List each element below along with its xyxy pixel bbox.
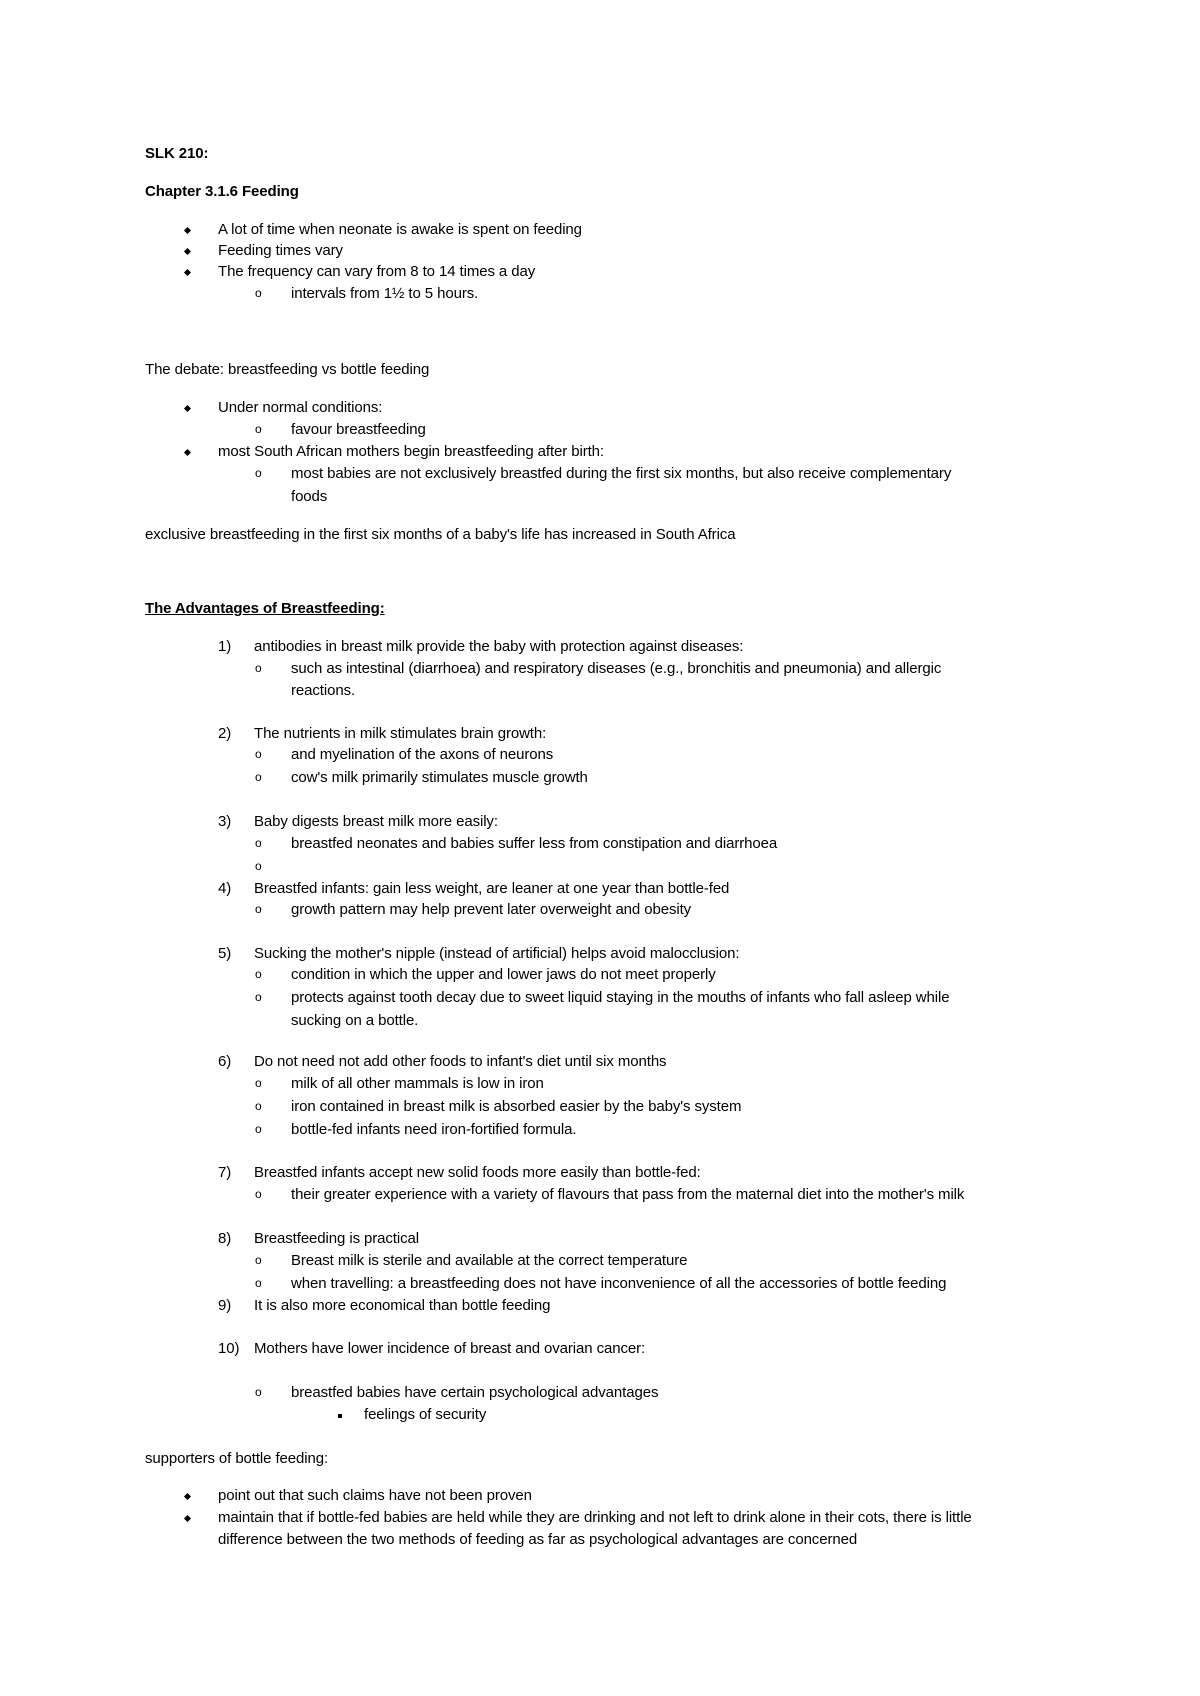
exclusive-note: exclusive breastfeeding in the first six months of a baby's life has increased in South Africa [145,526,736,543]
advantages-heading: The Advantages of Breastfeeding: [145,600,385,617]
advantage-sub-item: Breast milk is sterile and available at the correct temperature [291,1252,688,1269]
circle-bullet-icon: o [255,859,262,873]
advantage-item: antibodies in breast milk provide the baby with protection against diseases: [254,638,744,655]
bullet-icon [184,269,191,276]
advantage-item: Do not need not add other foods to infant's diet until six months [254,1053,667,1070]
advantage-sub-item: when travelling: a breastfeeding does not have inconvenience of all the accessories of bottle feeding [291,1275,947,1292]
list-number: 2) [218,725,232,742]
circle-bullet-icon: o [255,661,262,675]
list-number: 4) [218,880,232,897]
circle-bullet-icon: o [255,1187,262,1201]
list-number: 1) [218,638,232,655]
bullet-icon [184,405,191,412]
bullet-icon [184,227,191,234]
list-number: 3) [218,813,232,830]
bottle-bullet: point out that such claims have not been proven [218,1487,532,1504]
advantage-item: Breastfeeding is practical [254,1230,419,1247]
feeding-bullet: The frequency can vary from 8 to 14 times a day [218,263,536,280]
debate-sub-item-cont: foods [291,488,328,505]
debate-heading: The debate: breastfeeding vs bottle feeding [145,361,430,378]
list-number: 8) [218,1230,232,1247]
feeding-bullet: Feeding times vary [218,242,343,259]
advantage-sub-item: breastfed babies have certain psychological advantages [291,1384,659,1401]
advantage-subsub-item: feelings of security [364,1406,487,1423]
circle-bullet-icon: o [255,1122,262,1136]
advantage-item: Mothers have lower incidence of breast and ovarian cancer: [254,1340,646,1357]
advantage-sub-item: condition in which the upper and lower jaws do not meet properly [291,966,716,983]
advantage-sub-item-cont: sucking on a bottle. [291,1012,419,1029]
debate-sub-item: most babies are not exclusively breastfed during the first six months, but also receive complementary [291,465,952,482]
bottle-bullet-cont: difference between the two methods of feeding as far as psychological advantages are concerned [218,1531,858,1548]
bullet-icon [184,248,191,255]
circle-bullet-icon: o [255,1276,262,1290]
advantage-item: It is also more economical than bottle feeding [254,1297,551,1314]
advantage-sub-item: milk of all other mammals is low in iron [291,1075,544,1092]
advantage-sub-item-cont: reactions. [291,682,356,699]
circle-bullet-icon: o [255,466,262,480]
debate-sub-item: favour breastfeeding [291,421,426,438]
circle-bullet-icon: o [255,286,262,300]
circle-bullet-icon: o [255,1076,262,1090]
feeding-sub-item: intervals from 1½ to 5 hours. [291,285,479,302]
circle-bullet-icon: o [255,990,262,1004]
advantage-sub-item: growth pattern may help prevent later overweight and obesity [291,901,692,918]
advantage-sub-item: breastfed neonates and babies suffer less from constipation and diarrhoea [291,835,778,852]
advantage-sub-item: cow's milk primarily stimulates muscle growth [291,769,588,786]
advantage-sub-item: iron contained in breast milk is absorbed easier by the baby's system [291,1098,742,1115]
advantage-item: Breastfed infants accept new solid foods more easily than bottle-fed: [254,1164,701,1181]
circle-bullet-icon: o [255,1099,262,1113]
circle-bullet-icon: o [255,1253,262,1267]
course-code: SLK 210: [145,145,209,162]
advantage-sub-item: bottle-fed infants need iron-fortified formula. [291,1121,577,1138]
feeding-bullet: A lot of time when neonate is awake is spent on feeding [218,221,582,238]
debate-bullet: most South African mothers begin breastfeeding after birth: [218,443,604,460]
debate-bullet: Under normal conditions: [218,399,383,416]
advantage-item: Breastfed infants: gain less weight, are leaner at one year than bottle-fed [254,880,730,897]
chapter-title: Chapter 3.1.6 Feeding [145,183,299,200]
circle-bullet-icon: o [255,770,262,784]
advantage-item: Sucking the mother's nipple (instead of artificial) helps avoid malocclusion: [254,945,740,962]
advantage-sub-item: protects against tooth decay due to sweet liquid staying in the mouths of infants who fall asleep while [291,989,950,1006]
circle-bullet-icon: o [255,1385,262,1399]
circle-bullet-icon: o [255,422,262,436]
bullet-icon [184,1515,191,1522]
bullet-icon [184,449,191,456]
advantage-sub-item: their greater experience with a variety of flavours that pass from the maternal diet into the mother's milk [291,1186,965,1203]
circle-bullet-icon: o [255,836,262,850]
advantage-item: The nutrients in milk stimulates brain growth: [254,725,547,742]
advantage-item: Baby digests breast milk more easily: [254,813,498,830]
bullet-icon [184,1493,191,1500]
list-number: 10) [218,1340,240,1357]
list-number: 6) [218,1053,232,1070]
list-number: 5) [218,945,232,962]
circle-bullet-icon: o [255,747,262,761]
list-number: 7) [218,1164,232,1181]
bottle-heading: supporters of bottle feeding: [145,1450,329,1467]
advantage-sub-item: such as intestinal (diarrhoea) and respiratory diseases (e.g., bronchitis and pneumonia) and allergic [291,660,942,677]
square-bullet-icon [338,1414,342,1418]
list-number: 9) [218,1297,232,1314]
circle-bullet-icon: o [255,902,262,916]
advantage-sub-item: and myelination of the axons of neurons [291,746,554,763]
circle-bullet-icon: o [255,967,262,981]
bottle-bullet: maintain that if bottle-fed babies are held while they are drinking and not left to drink alone in their cots, there is little [218,1509,972,1526]
